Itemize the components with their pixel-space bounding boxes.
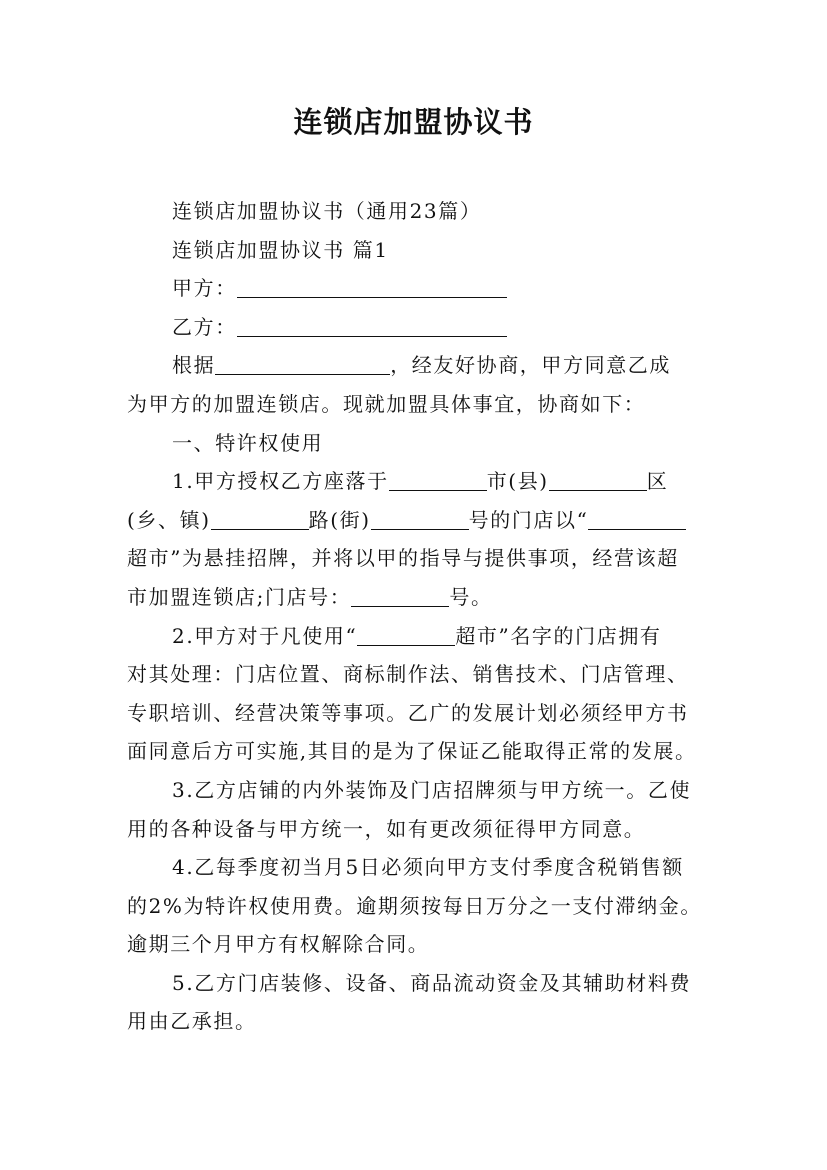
clause-4-line: 4.乙每季度初当月5日必须向甲方支付季度含税销售额: [172, 855, 684, 880]
party-b-label: 乙方：: [172, 314, 237, 339]
clause-2-line: [127, 617, 717, 656]
clause-5-line: 5.乙方门店装修、设备、商品流动资金及其辅助材料费: [172, 970, 692, 995]
clause-3-line: 用的各种设备与甲方统一，如有更改须征得甲方同意。: [127, 816, 646, 841]
fill-blank: [211, 507, 309, 530]
fill-blank: [549, 468, 647, 491]
clause-1-line: 超市”为悬挂招牌，并将以甲的指导与提供事项，经营该超: [127, 546, 679, 571]
paragraph-line: [127, 346, 717, 385]
chapter-heading: 连锁店加盟协议书 篇1: [172, 237, 389, 262]
clause-5-line: 用由乙承担。: [127, 1009, 257, 1034]
text-run: 超市”名字的门店拥有: [455, 623, 662, 648]
fill-blank: [389, 468, 487, 491]
document-body: [127, 192, 717, 1041]
fill-blank: [588, 507, 686, 530]
section-heading: 一、特许权使用: [172, 430, 324, 455]
party-b-line: [127, 308, 717, 347]
text-run: 市加盟连锁店;门店号：: [127, 584, 352, 609]
clause-2-line: 面同意后方可实施,其目的是为了保证乙能取得正常的发展。: [127, 739, 697, 764]
clause-1-line: [127, 501, 717, 540]
document-title: 连锁店加盟协议书: [293, 105, 534, 139]
text-run: 根据: [172, 353, 216, 378]
fill-blank: [357, 623, 455, 646]
subtitle-line: 连锁店加盟协议书（通用23篇）: [172, 199, 482, 223]
paragraph-line: 为甲方的加盟连锁店。现就加盟具体事宜，协商如下：: [127, 391, 646, 416]
clause-1-line: [127, 578, 717, 617]
text-run: 号。: [449, 584, 493, 609]
clause-1-line: [127, 462, 717, 501]
text-run: 市(县): [486, 469, 549, 494]
party-b-blank: [237, 314, 507, 337]
fill-blank: [371, 507, 469, 530]
text-run: 1.甲方授权乙方座落于: [172, 469, 389, 494]
clause-4-line: 的2%为特许权使用费。逾期须按每日万分之一支付滞纳金。: [127, 893, 702, 918]
text-run: 号的门店以“: [468, 507, 589, 532]
text-run: 路(街): [308, 507, 371, 532]
text-run: 区: [646, 469, 669, 494]
party-a-blank: [237, 275, 507, 298]
clause-2-line: 对其处理：门店位置、商标制作法、销售技术、门店管理、: [127, 662, 689, 687]
text-run: 2.甲方对于凡使用“: [172, 623, 358, 648]
text-run: (乡、镇): [127, 507, 211, 532]
clause-3-line: 3.乙方店铺的内外装饰及门店招牌须与甲方统一。乙使: [172, 777, 692, 802]
clause-2-line: 专职培训、经营决策等事项。乙广的发展计划必须经甲方书: [127, 700, 689, 725]
fill-blank: [215, 352, 390, 375]
clause-4-line: 逾期三个月甲方有权解除合同。: [127, 932, 430, 957]
fill-blank: [351, 584, 449, 607]
party-a-line: [127, 269, 717, 308]
text-run: ，经友好协商，甲方同意乙成: [390, 353, 672, 378]
party-a-label: 甲方：: [172, 276, 237, 301]
